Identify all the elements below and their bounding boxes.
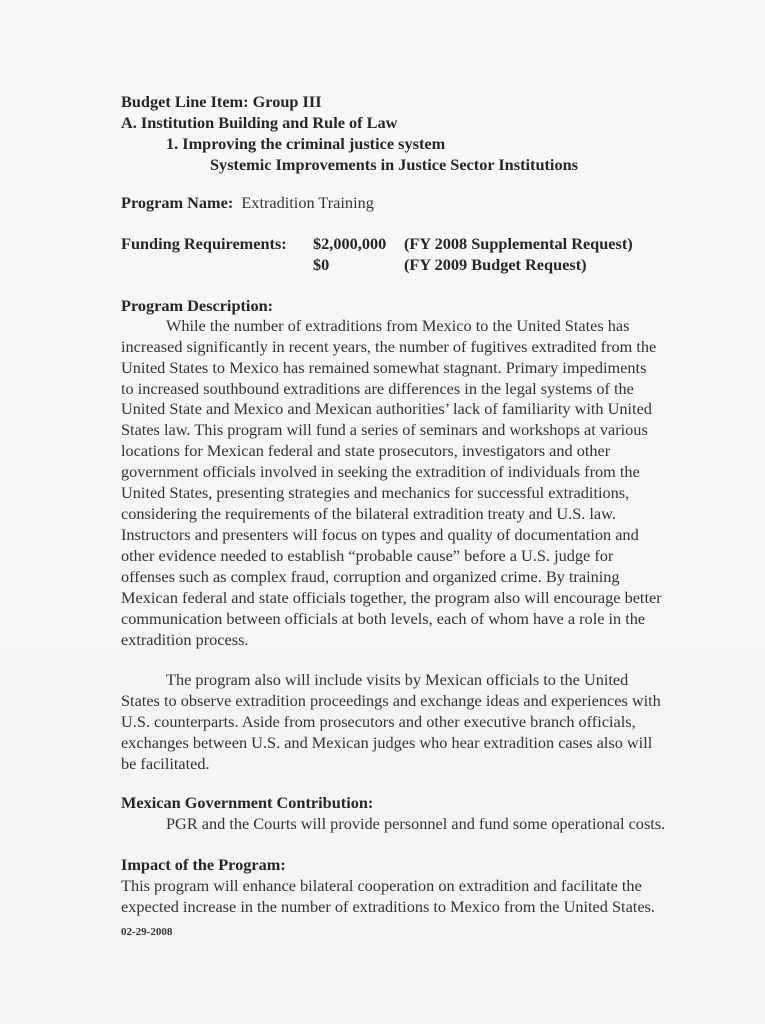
paragraph-line: United State and Mexico and Mexican authorities’ lack of familiarity with United <box>121 399 652 418</box>
program-name-label: Program Name: <box>121 193 234 212</box>
budget-line-item: Budget Line Item: Group III <box>121 92 322 111</box>
paragraph-line: locations for Mexican federal and state prosecutors, investigators and other <box>121 441 611 460</box>
paragraph-line: While the number of extraditions from Mexico to the United States has <box>166 316 630 335</box>
program-description-heading: Program Description: <box>121 296 274 315</box>
paragraph-line: offenses such as complex fraud, corruption and organized crime. By training <box>121 567 620 586</box>
funding-note-fy2009: (FY 2009 Budget Request) <box>404 255 587 274</box>
document-date: 02-29-2008 <box>121 926 173 938</box>
paragraph-line: Instructors and presenters will focus on types and quality of documentation and <box>121 525 639 544</box>
paragraph-line: expected increase in the number of extraditions to Mexico from the United States. <box>121 897 655 916</box>
paragraph-line: United States, presenting strategies and mechanics for successful extraditions, <box>121 483 630 502</box>
funding-amount-fy2008: $2,000,000 <box>313 234 387 253</box>
paragraph-line: This program will enhance bilateral cooperation on extradition and facilitate the <box>121 876 642 895</box>
paragraph-line: U.S. counterparts. Aside from prosecutors and other executive branch officials, <box>121 712 636 731</box>
paragraph-line: be facilitated. <box>121 754 210 773</box>
paragraph-line: government officials involved in seeking the extradition of individuals from the <box>121 462 640 481</box>
paragraph-line: States to observe extradition proceedings and exchange ideas and experiences with <box>121 691 661 710</box>
funding-note-fy2008: (FY 2008 Supplemental Request) <box>404 234 633 253</box>
paragraph-line: extradition process. <box>121 630 249 649</box>
paragraph-line: increased significantly in recent years, the number of fugitives extradited from the <box>121 337 657 356</box>
paragraph-line: communication between officials at both levels, each of whom have a role in the <box>121 609 646 628</box>
contribution-text: PGR and the Courts will provide personnel and fund some operational costs. <box>166 814 666 833</box>
paragraph-line: other evidence needed to establish “probable cause” before a U.S. judge for <box>121 546 614 565</box>
contribution-heading: Mexican Government Contribution: <box>121 793 374 812</box>
program-name-row <box>121 193 374 213</box>
paragraph-line: United States to Mexico has remained somewhat stagnant. Primary impediments <box>121 358 647 377</box>
paragraph-line: States law. This program will fund a series of seminars and workshops at various <box>121 420 648 439</box>
program-name-value: Extradition Training <box>241 193 374 212</box>
impact-heading: Impact of the Program: <box>121 855 286 874</box>
section-heading: A. Institution Building and Rule of Law <box>121 113 398 132</box>
paragraph-line: considering the requirements of the bilateral extradition treaty and U.S. law. <box>121 504 616 523</box>
category-heading: Systemic Improvements in Justice Sector Institutions <box>210 155 578 174</box>
paragraph-line: Mexican federal and state officials together, the program also will encourage better <box>121 588 662 607</box>
funding-amount-fy2009: $0 <box>313 255 330 274</box>
paragraph-line: exchanges between U.S. and Mexican judges who hear extradition cases also will <box>121 733 653 752</box>
subsection-heading: 1. Improving the criminal justice system <box>166 134 446 153</box>
paragraph-line: to increased southbound extraditions are differences in the legal systems of the <box>121 379 634 398</box>
paragraph-line: The program also will include visits by Mexican officials to the United <box>166 670 629 689</box>
funding-label: Funding Requirements: <box>121 234 287 253</box>
